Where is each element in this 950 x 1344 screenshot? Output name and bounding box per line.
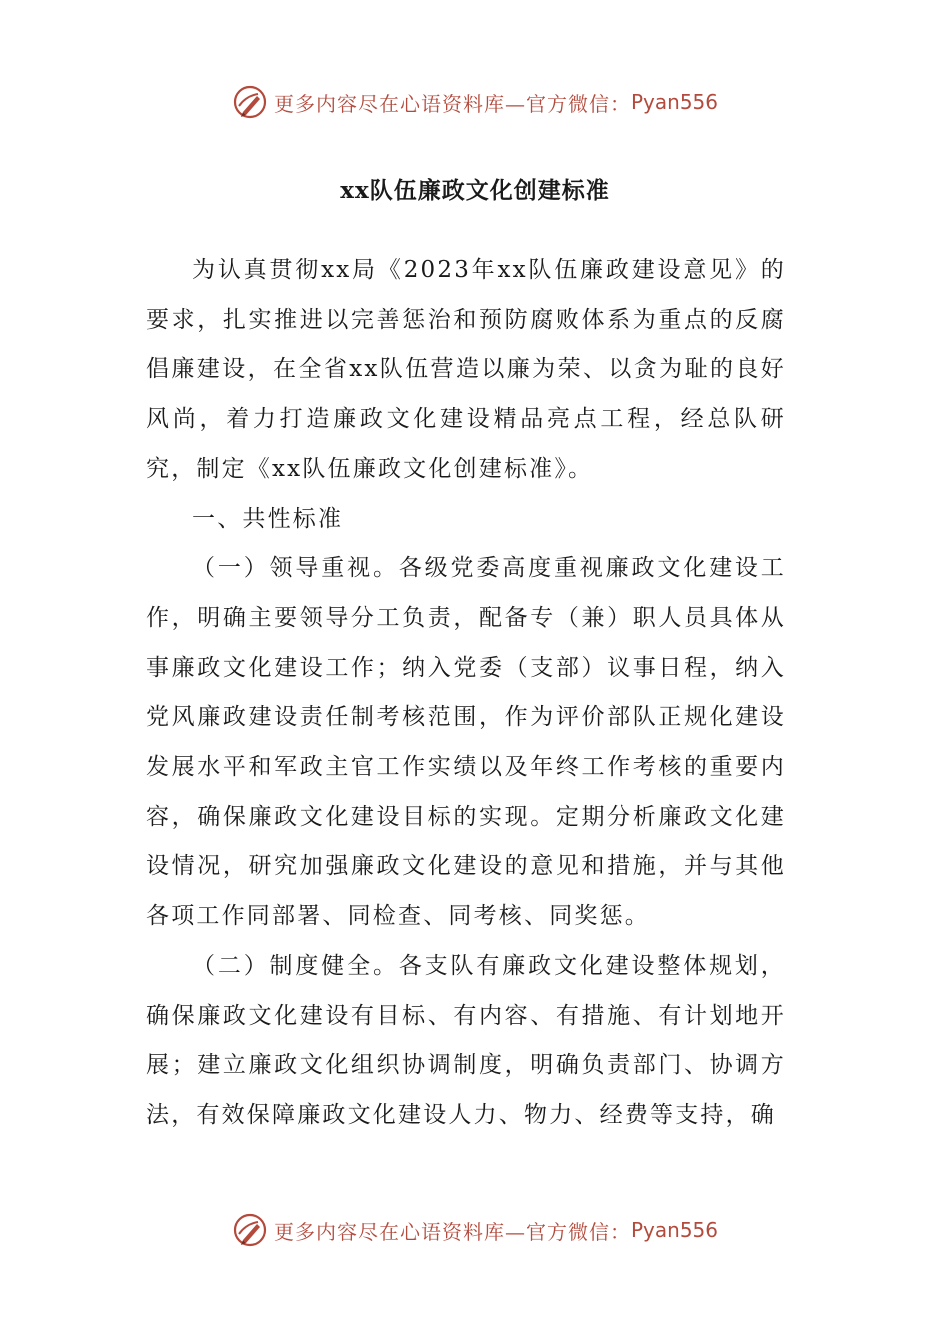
pen-logo-icon xyxy=(232,1212,268,1248)
section-heading: 一、共性标准 xyxy=(192,505,344,532)
document-body xyxy=(146,246,786,1141)
watermark-text: 更多内容尽在心语资料库—官方微信： xyxy=(273,91,631,116)
watermark-banner-bottom xyxy=(0,1208,950,1252)
watermark-wechat-id: Pyan556 xyxy=(630,1218,718,1242)
pen-logo-icon xyxy=(232,84,268,120)
paragraph-leadership: （一）领导重视。各级党委高度重视廉政文化建设工作，明确主要领导分工负责，配备专（兼）职人员具体从事廉政文化建设工作；纳入党委（支部）议事日程，纳入党风廉政建设责任制考核范围，作为评价部队正规化建设发展水平和军政主官工作实绩以及年终工作考核的重要内容，确保廉政文化建设目标的实现。定期分析廉政文化建设情况，研究加强廉政文化建设的意见和措施，并与其他各项工作同部署、同检查、同考核、同奖惩。 xyxy=(146,555,786,930)
watermark-text: 更多内容尽在心语资料库—官方微信： xyxy=(273,1219,631,1244)
watermark-wechat-id: Pyan556 xyxy=(630,90,718,114)
document-title: xx队伍廉政文化创建标准 xyxy=(340,177,610,204)
intro-paragraph: 为认真贯彻xx局《2023年xx队伍廉政建设意见》的要求，扎实推进以完善惩治和预防腐败体系为重点的反腐倡廉建设，在全省xx队伍营造以廉为荣、以贪为耻的良好风尚，着力打造廉政文化建设精品亮点工程，经总队研究，制定《xx队伍廉政文化创建标准》。 xyxy=(146,257,786,482)
watermark-banner-top xyxy=(0,80,950,124)
paragraph-system: （二）制度健全。各支队有廉政文化建设整体规划，确保廉政文化建设有目标、有内容、有措施、有计划地开展；建立廉政文化组织协调制度，明确负责部门、协调方法，有效保障廉政文化建设人力、物力、经费等支持，确 xyxy=(146,952,786,1128)
